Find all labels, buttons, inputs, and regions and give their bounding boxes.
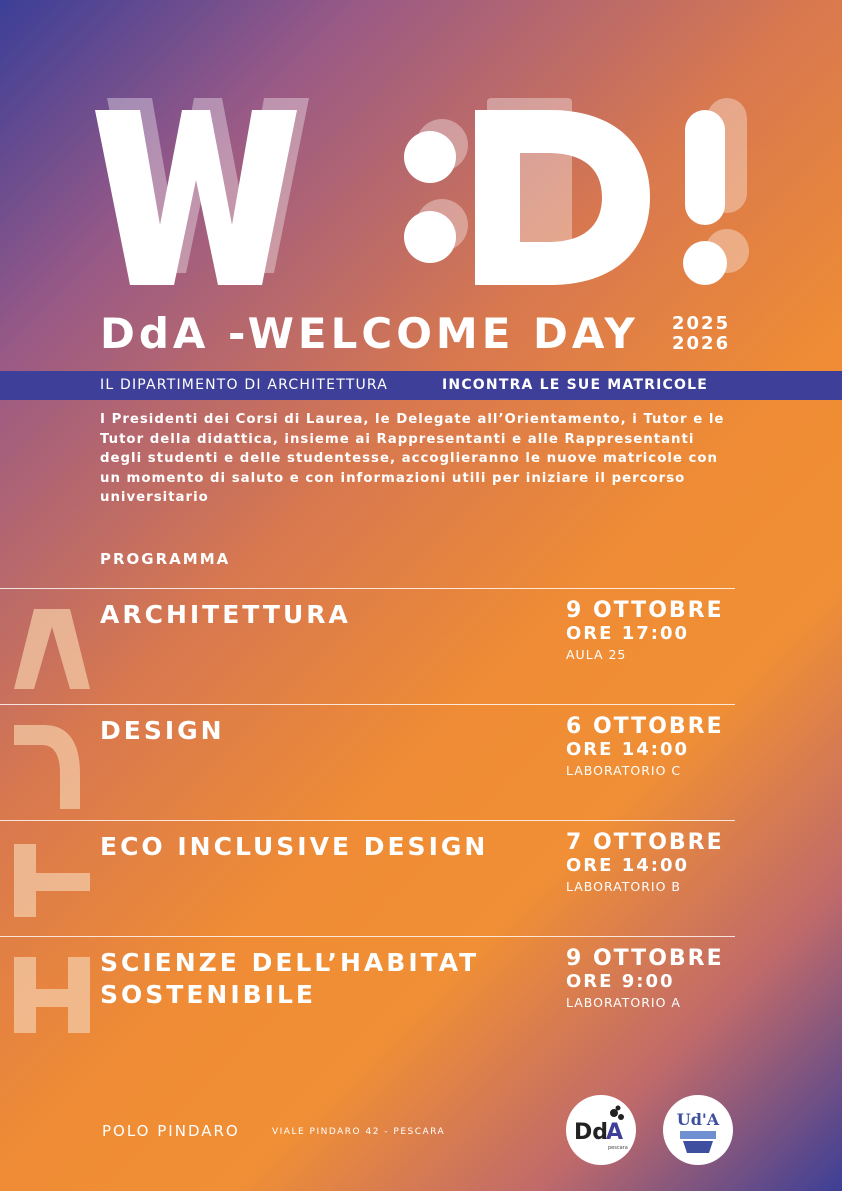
tagline-bold: INCONTRA LE SUE MATRICOLE [442, 377, 708, 393]
hero-colon-bottom [404, 211, 456, 263]
course-date: 7 OTTOBRE [566, 830, 724, 855]
hero-wordmark [90, 85, 750, 305]
uda-logo-text: Ud'A [676, 1110, 720, 1129]
course-name-line2: SOSTENIBILE [100, 980, 316, 1009]
course-room: LABORATORIO A [566, 995, 681, 1010]
event-title: DdA -WELCOME DAY [100, 309, 639, 358]
course-time: ORE 14:00 [566, 855, 690, 876]
tagline-regular: IL DIPARTIMENTO DI ARCHITETTURA [100, 377, 389, 393]
course-room: LABORATORIO C [566, 763, 682, 778]
dda-logo-sub: pescara [608, 1145, 628, 1151]
uda-logo [663, 1095, 733, 1165]
course-name: ECO INCLUSIVE DESIGN [100, 832, 489, 861]
venue-name: POLO PINDARO [102, 1122, 240, 1140]
dda-logo [566, 1095, 636, 1165]
uda-logo-svg [663, 1095, 733, 1165]
course-date: 9 OTTOBRE [566, 598, 724, 623]
course-date: 9 OTTOBRE [566, 946, 724, 971]
dda-logo-svg [566, 1095, 636, 1165]
hero-svg [90, 85, 750, 305]
program-row-design [0, 704, 735, 815]
course-name-line1: SCIENZE DELL’HABITAT [100, 948, 480, 977]
course-room: LABORATORIO B [566, 879, 681, 894]
hero-colon-top [404, 131, 456, 183]
course-room: AULA 25 [566, 647, 627, 662]
course-name [100, 947, 479, 1011]
programma-heading: PROGRAMMA [100, 550, 231, 568]
course-time: ORE 14:00 [566, 739, 690, 760]
dda-logo-accent: A [606, 1120, 624, 1145]
course-name: ARCHITETTURA [100, 600, 351, 629]
hero-exclamation-dot [683, 241, 727, 285]
glyph-h-icon [14, 945, 90, 1041]
venue-address: VIALE PINDARO 42 - PESCARA [272, 1127, 446, 1137]
intro-paragraph: I Presidenti dei Corsi di Laurea, le Delegate all’Orientamento, i Tutor e le Tutor della didattica, insieme ai Rappresentanti e alle Rappresentanti degli studenti e delle studentesse, accoglieranno le nuove matricole con un momento di saluto e con informazioni utili per iniziare il percorso universitario [100, 412, 725, 505]
hero-exclamation-bar [685, 110, 725, 225]
course-time: ORE 9:00 [566, 971, 675, 992]
program-row-scienze-habitat [0, 936, 735, 1047]
course-name: DESIGN [100, 716, 225, 745]
glyph-a-icon [14, 597, 90, 693]
course-time: ORE 17:00 [566, 623, 690, 644]
dda-logo-main: Dd [574, 1120, 609, 1145]
year-end: 2026 [672, 333, 731, 354]
glyph-d-icon [14, 713, 90, 809]
course-date: 6 OTTOBRE [566, 714, 724, 739]
year-start: 2025 [672, 313, 731, 334]
program-row-architettura [0, 588, 735, 699]
event-years [672, 314, 730, 354]
tagline-band [0, 371, 842, 400]
glyph-t-icon [14, 829, 90, 925]
program-row-eco-inclusive-design [0, 820, 735, 931]
